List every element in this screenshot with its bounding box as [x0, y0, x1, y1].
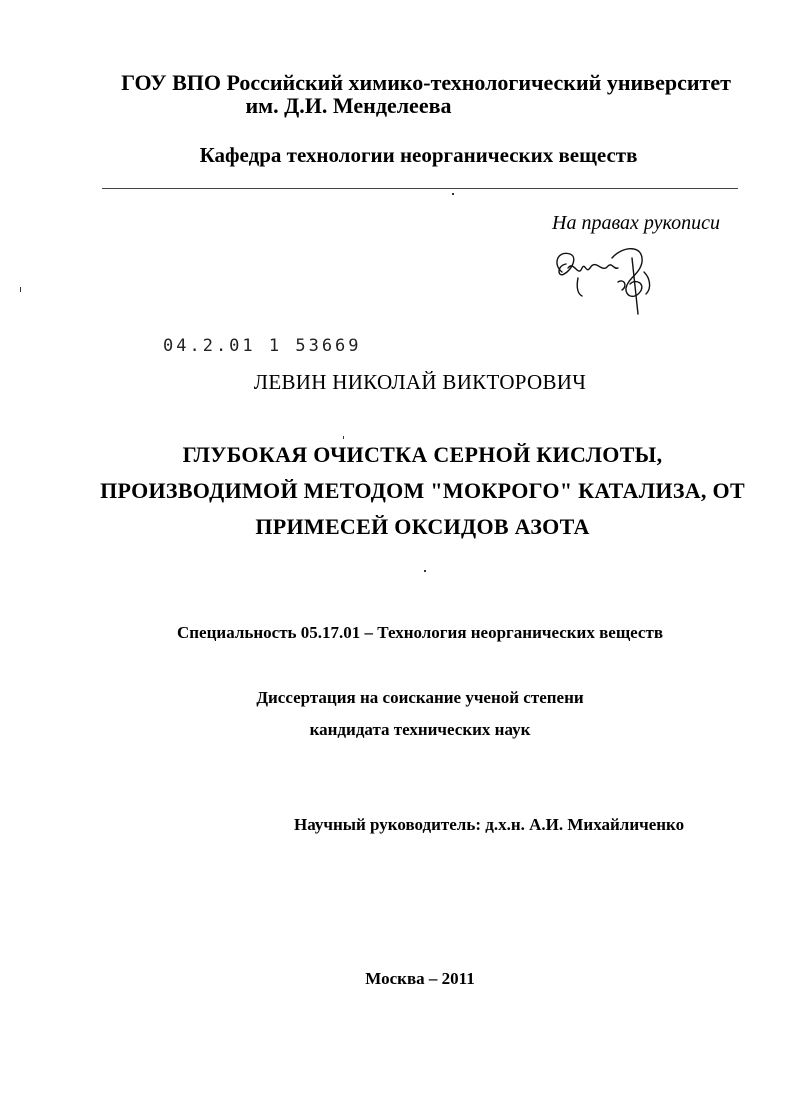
dissertation-title-line1: ГЛУБОКАЯ ОЧИСТКА СЕРНОЙ КИСЛОТЫ,: [182, 442, 663, 467]
university-name-line2: им. Д.И. Менделеева: [245, 93, 452, 118]
university-name: ГОУ ВПО Российский химико-технологический университет: [121, 70, 731, 95]
department-name: Кафедра технологии неорганических веществ: [199, 143, 638, 167]
handwritten-signature-icon: [548, 238, 668, 318]
degree-line2: кандидата технических наук: [309, 720, 531, 739]
dissertation-title-line2: ПРОИЗВОДИМОЙ МЕТОДОМ "МОКРОГО" КАТАЛИЗА, ОТ: [100, 478, 745, 503]
scan-speck: [452, 193, 454, 195]
specialty: Специальность 05.17.01 – Технология неорганических веществ: [176, 623, 664, 642]
dissertation-title-line3: ПРИМЕСЕЙ ОКСИДОВ АЗОТА: [255, 514, 590, 539]
degree-line1: Диссертация на соискание ученой степени: [256, 688, 584, 707]
scan-speck: [343, 436, 344, 439]
manuscript-note: На правах рукописи: [552, 212, 720, 234]
city-year: Москва – 2011: [365, 969, 475, 988]
header-divider: [102, 188, 738, 189]
author-name: ЛЕВИН НИКОЛАЙ ВИКТОРОВИЧ: [253, 370, 587, 394]
registration-number: 04.2.01 1 53669: [163, 336, 362, 356]
scan-speck: [424, 570, 426, 572]
scan-speck: [20, 287, 21, 292]
scientific-advisor: Научный руководитель: д.х.н. А.И. Михайличенко: [294, 815, 685, 834]
